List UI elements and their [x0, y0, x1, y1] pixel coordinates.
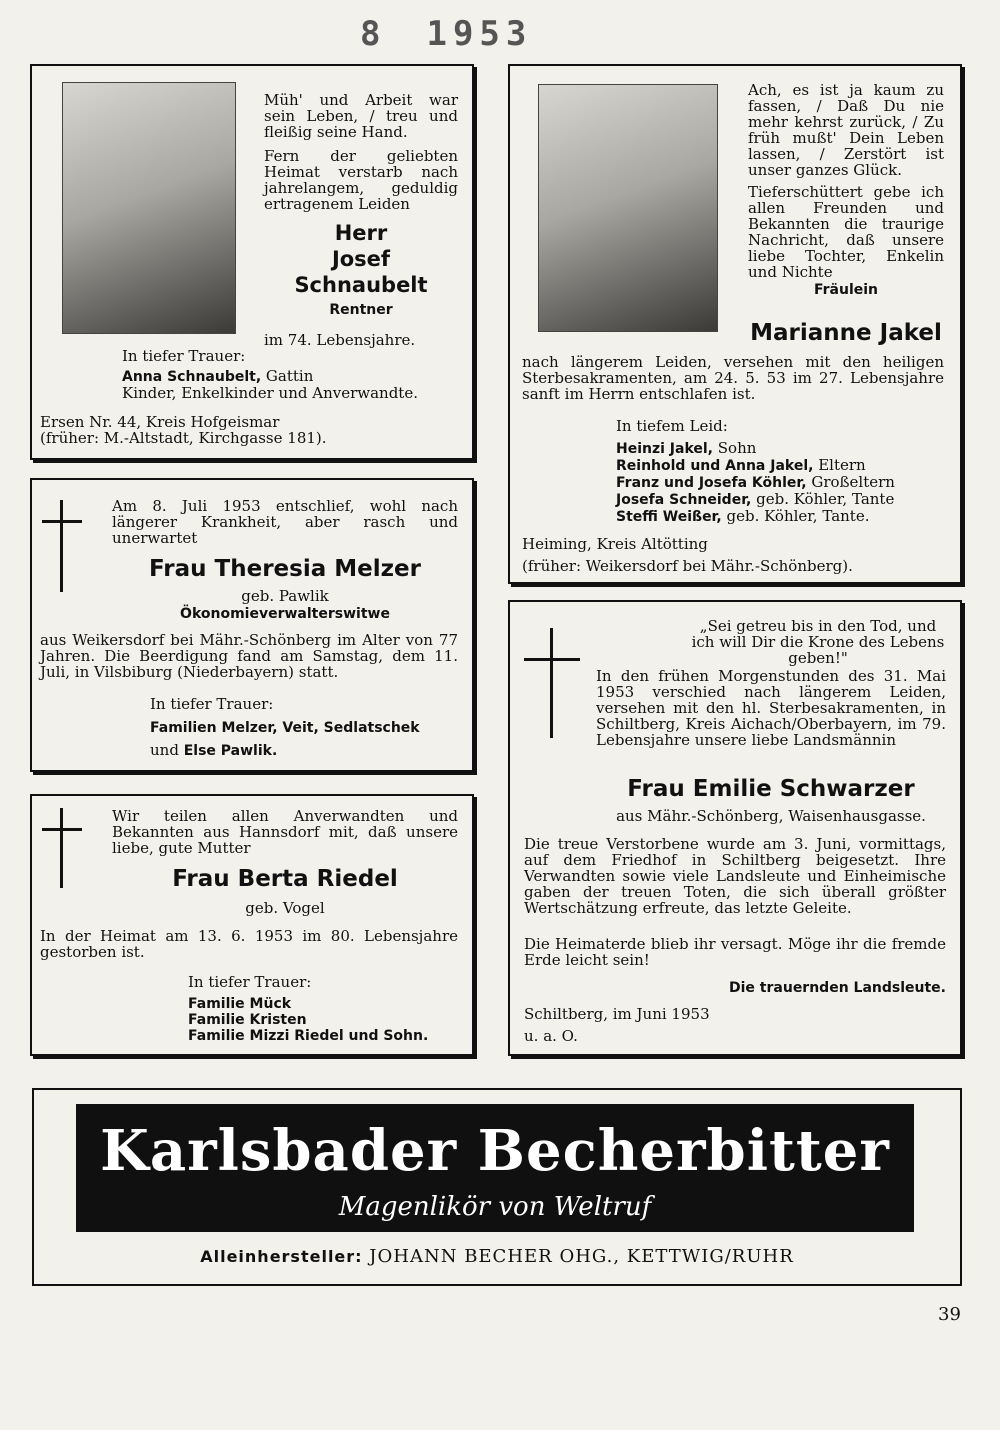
- portrait-photo: [538, 84, 718, 332]
- obituary-schnaubelt: [30, 64, 474, 460]
- issue-year: 1953: [426, 14, 533, 54]
- address-former: (früher: M.-Altstadt, Kirchgasse 181).: [40, 429, 327, 447]
- mourners-line2: Else Pawlik.: [183, 743, 278, 759]
- obituary-jakel: [508, 64, 962, 584]
- obituary-riedel: [30, 794, 474, 1056]
- advert-title: Karlsbader Becherbitter: [100, 1118, 890, 1184]
- mourner-relation: Sohn: [713, 439, 757, 457]
- advert-subtitle: Magenlikör von Weltruf: [338, 1192, 652, 1222]
- mourning-label: In tiefem Leid:: [616, 417, 728, 435]
- mourning-label: In tiefer Trauer:: [188, 973, 312, 991]
- verse: Müh' und Arbeit war sein Leben, / treu und fleißig seine Hand.: [264, 91, 458, 141]
- mourner-relation: Gattin: [261, 367, 314, 385]
- address-former: (früher: Weikersdorf bei Mähr.-Schönberg).: [522, 557, 853, 575]
- address-current: Ersen Nr. 44, Kreis Hofgeismar: [40, 413, 280, 431]
- deceased-name: Frau Theresia Melzer: [149, 556, 421, 582]
- honorific: Fräulein: [813, 282, 879, 298]
- mourning-label: In tiefer Trauer:: [122, 347, 246, 365]
- cross-icon: [60, 808, 63, 888]
- advertisement-becherbitter: [32, 1088, 962, 1286]
- intro: In den frühen Morgenstunden des 31. Mai 1953 verschied nach längerem Leiden, versehen mit den hl. Sterbesakramenten, in Schiltberg, Kreis Aichach/Oberbayern, im 79. Lebensjahre unsere liebe Landsmännin: [596, 667, 946, 749]
- deceased-name: Josef Schnaubelt: [294, 247, 428, 297]
- mourner-name: Steffi Weißer,: [616, 509, 722, 525]
- cross-icon: [550, 628, 553, 738]
- advert-banner: [76, 1104, 914, 1232]
- mourner-name: Franz und Josefa Köhler,: [616, 475, 807, 491]
- maker-name: JOHANN BECHER OHG., KETTWIG/RUHR: [369, 1246, 794, 1267]
- mourner-3: Familie Mizzi Riedel und Sohn.: [188, 1028, 429, 1044]
- mourners-and: und: [150, 741, 179, 759]
- maiden-name: geb. Pawlik: [241, 587, 329, 605]
- portrait-photo: [62, 82, 236, 334]
- deceased-name: Frau Berta Riedel: [172, 866, 398, 892]
- body: nach längerem Leiden, versehen mit den heiligen Sterbesakramenten, am 24. 5. 53 im 27. Lebensjahre sanft im Herrn entschlafen ist.: [522, 353, 944, 403]
- address-current: Heiming, Kreis Altötting: [522, 535, 708, 553]
- obituary-melzer: [30, 478, 474, 772]
- age: im 74. Lebensjahre.: [264, 331, 416, 349]
- mourner-relation: geb. Köhler, Tante: [751, 490, 895, 508]
- uao: u. a. O.: [524, 1027, 578, 1045]
- mourning-label: In tiefer Trauer:: [150, 695, 274, 713]
- obituary-schwarzer: [508, 600, 962, 1056]
- signoff: Die trauernden Landsleute.: [729, 980, 946, 996]
- intro: Am 8. Juli 1953 entschlief, wohl nach längerer Krankheit, aber rasch und unerwartet: [112, 497, 458, 547]
- page-number: 39: [938, 1304, 961, 1325]
- origin: aus Mähr.-Schönberg, Waisenhausgasse.: [616, 807, 926, 825]
- advert-maker: [34, 1246, 960, 1267]
- mourner-name: Reinhold und Anna Jakel,: [616, 458, 814, 474]
- body: aus Weikersdorf bei Mähr.-Schönberg im Alter von 77 Jahren. Die Beerdigung fand am Samstag, dem 11. Juli, in Vilsbiburg (Niederbayern) statt.: [40, 631, 458, 681]
- mourner-relation: Eltern: [813, 456, 866, 474]
- mourner-1: Familie Mück: [188, 996, 292, 1012]
- intro: Fern der geliebten Heimat verstarb nach jahrelangem, geduldig ertragenem Leiden: [264, 147, 458, 213]
- quote: „Sei getreu bis in den Tod, und ich will Dir die Krone des Lebens geben!": [691, 617, 945, 667]
- mourner-name: Heinzi Jakel,: [616, 441, 714, 457]
- honorific: Herr: [334, 221, 388, 245]
- issue-stamp: [360, 14, 572, 54]
- mourner-2: Familie Kristen: [188, 1012, 307, 1028]
- mourner-name: Anna Schnaubelt,: [122, 369, 262, 385]
- issue-number: 8: [360, 14, 387, 54]
- mourners-line1: Familien Melzer, Veit, Sedlatschek: [150, 720, 420, 736]
- intro: Tieferschüttert gebe ich allen Freunden und Bekannten die traurige Nachricht, daß unsere liebe Tochter, Enkelin und Nichte: [748, 183, 944, 281]
- body: In der Heimat am 13. 6. 1953 im 80. Lebensjahre gestorben ist.: [40, 927, 458, 961]
- mourner-name: Josefa Schneider,: [616, 492, 752, 508]
- maiden-name: geb. Vogel: [245, 899, 325, 917]
- maker-label: Alleinhersteller:: [200, 1247, 363, 1266]
- intro: Wir teilen allen Anverwandten und Bekannten aus Hannsdorf mit, daß unsere liebe, gute Mutter: [112, 807, 458, 857]
- deceased-name: Marianne Jakel: [750, 320, 942, 346]
- body-farewell: Die Heimaterde blieb ihr versagt. Möge ihr die fremde Erde leicht sein!: [524, 935, 946, 969]
- verse: Ach, es ist ja kaum zu fassen, / Daß Du nie mehr kehrst zurück, / Zu früh mußt' Dein Leben lassen, / Zerstört ist unser ganzes Glück.: [748, 81, 944, 179]
- place-date: Schiltberg, im Juni 1953: [524, 1005, 710, 1023]
- cross-icon: [60, 500, 63, 592]
- body-burial: Die treue Verstorbene wurde am 3. Juni, vormittags, auf dem Friedhof in Schiltberg beigesetzt. Ihre Verwandten sowie viele Landsleute und Einheimische gaben der treuen Toten, die sich überall größter Wertschätzung erfreute, das letzte Geleite.: [524, 835, 946, 917]
- deceased-name: Frau Emilie Schwarzer: [627, 776, 915, 802]
- occupation: Ökonomieverwalterswitwe: [180, 606, 390, 622]
- mourners-rest: Kinder, Enkelkinder und Anverwandte.: [122, 384, 418, 402]
- occupation: Rentner: [329, 302, 393, 318]
- mourner-relation: geb. Köhler, Tante.: [721, 507, 870, 525]
- mourner-relation: Großeltern: [806, 473, 895, 491]
